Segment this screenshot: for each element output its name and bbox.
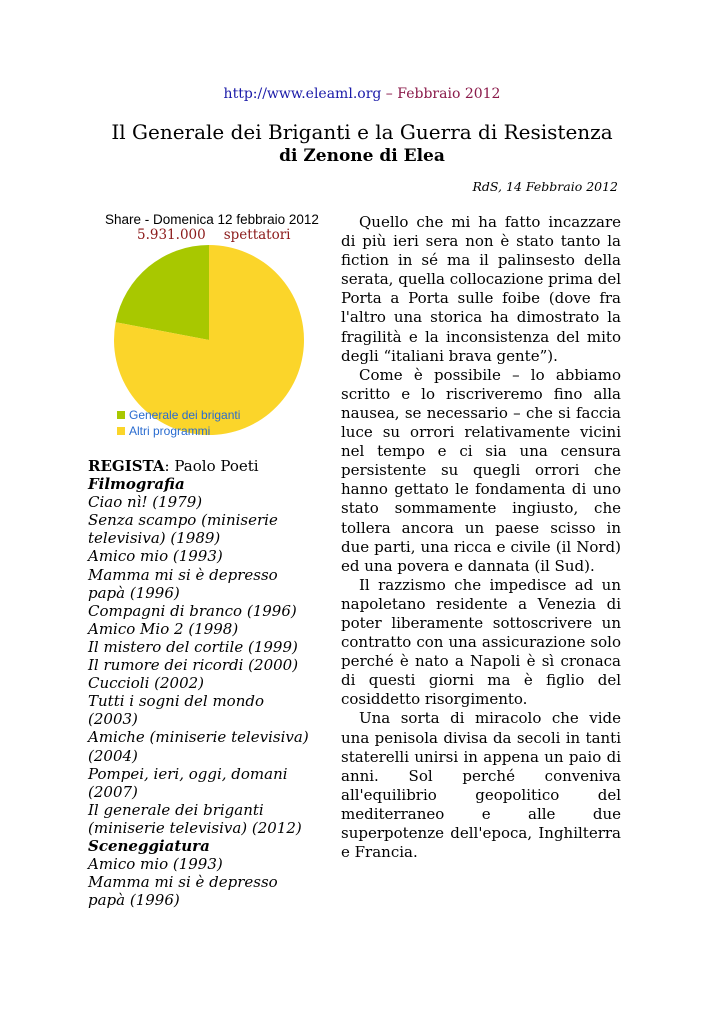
credits-column (88, 457, 313, 909)
header-date: Febbraio 2012 (397, 86, 501, 102)
sceneggiatura-heading: Sceneggiatura (88, 836, 210, 855)
article-title: Il Generale dei Briganti e la Guerra di Resistenza (111, 120, 613, 144)
film-item: Tutti i sogni del mondo (2003) (88, 692, 265, 729)
article-body (341, 213, 621, 862)
chart-subtitle (137, 227, 291, 243)
site-url[interactable]: http://www.eleaml.org (223, 86, 382, 102)
film-item: Il mistero del cortile (1999) (88, 637, 298, 656)
screenplay-item: Mamma mi si è depresso papà (1996) (88, 873, 278, 910)
film-item: Amico Mio 2 (1998) (88, 619, 239, 638)
film-item: Pompei, ieri, oggi, domani (2007) (88, 764, 288, 801)
legend-item (117, 423, 240, 439)
body-paragraph: Quello che mi ha fatto incazzare di più ieri sera non è stato tanto la fiction in sé ma il palinsesto della serata, quella collocazione prima del Porta a Porta sulle foibe (dove fra l'altro una storica ha dimostrato la fragilità e la inconsistenza del mito degli “italiani brava gente”). (341, 213, 621, 365)
filmografia-list (88, 493, 313, 837)
filmografia-heading: Filmografia (88, 475, 185, 494)
legend-swatch (117, 411, 125, 419)
film-item: Il generale dei briganti (miniserie televisiva) (2012) (88, 800, 302, 837)
screenplay-item: Amico mio (1993) (88, 855, 223, 874)
film-item: Senza scampo (miniserie televisiva) (1989) (88, 511, 278, 548)
share-pie-chart (100, 210, 328, 440)
film-item: Amiche (miniserie televisiva) (2004) (88, 728, 309, 765)
sceneggiatura-list (88, 855, 313, 909)
header-separator: – (381, 86, 398, 102)
legend-swatch (117, 427, 125, 435)
chart-title: Share - Domenica 12 febbraio 2012 (105, 212, 319, 227)
page-header (0, 86, 724, 102)
article-author: di Zenone di Elea (279, 146, 445, 166)
chart-legend (117, 407, 240, 439)
body-paragraph: Una sorta di miracolo che vide una penisola divisa da secoli in tanti staterelli unirsi in appena un paio di anni. Sol perché conveniva all'equilibrio geopolitico del mediterraneo e alle due superpotenze dell'epoca, Inghilterra e Francia. (341, 709, 621, 862)
film-item: Compagni di branco (1996) (88, 601, 297, 620)
regista-label: REGISTA (88, 457, 165, 475)
legend-label: Generale dei briganti (129, 408, 241, 422)
chart-subtitle-unit: spettatori (223, 227, 291, 243)
chart-subtitle-value: 5.931.000 (137, 227, 206, 243)
article-source: RdS, 14 Febbraio 2012 (472, 179, 618, 194)
film-item: Cuccioli (2002) (88, 674, 205, 693)
regista-colon: : (164, 457, 170, 475)
body-paragraph: Il razzismo che impedisce ad un napoletano residente a Venezia di poter liberamente sottoscrivere un contratto con una assicurazione solo perché è nato a Napoli è sì cronaca di questi giorni ma è figlio del cosiddetto risorgimento. (341, 575, 621, 709)
film-item: Il rumore dei ricordi (2000) (88, 656, 299, 675)
regista-line (88, 457, 313, 475)
film-item: Ciao nì! (1979) (88, 493, 203, 512)
pie-svg (100, 210, 328, 440)
film-item: Amico mio (1993) (88, 547, 223, 566)
regista-name: Paolo Poeti (174, 457, 259, 475)
film-item: Mamma mi si è depresso papà (1996) (88, 565, 278, 602)
legend-item (117, 407, 240, 423)
legend-label: Altri programmi (129, 424, 211, 438)
body-paragraph: Come è possibile – lo abbiamo scritto e lo riscriveremo fino alla nausea, se necessario – che si faccia luce su orrori relativamente vicini nel tempo e ci sia una censura persistente su quegli orrori che hanno gettato le fondamenta di uno stato sommamente ingiusto, che tollera ancora un paese scisso in due parti, una ricca e civile (il Nord) ed una povera e dannata (il Sud). (341, 365, 621, 575)
